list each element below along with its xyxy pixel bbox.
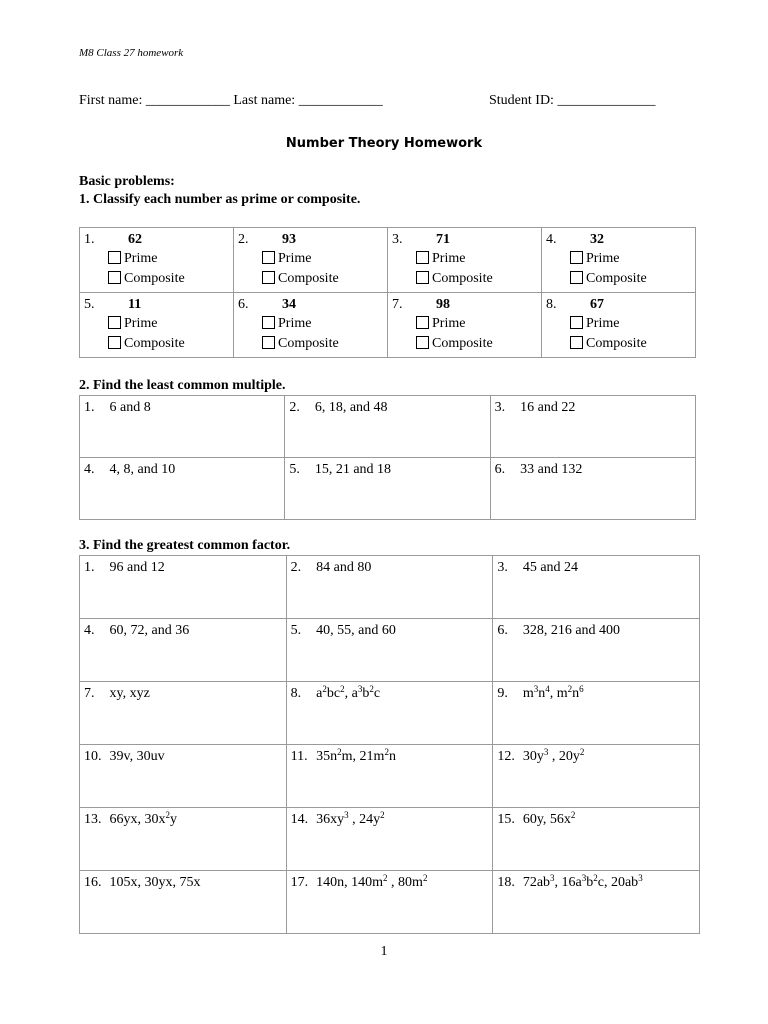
problem-number: 14.: [290, 812, 309, 827]
problem-text: 66yx, $30x^2y$: [109, 810, 177, 827]
gcf-cell: [286, 745, 493, 808]
gcf-cell: [286, 682, 493, 745]
problem-number: 2.: [290, 560, 302, 575]
checkbox-icon[interactable]: [416, 251, 429, 264]
problem-number: 5.: [84, 297, 95, 312]
checkbox-icon[interactable]: [262, 316, 275, 329]
gcf-cell: [80, 871, 287, 934]
problem-text: xy, xyz: [109, 686, 150, 701]
problem-text: 96 and 12: [109, 560, 165, 575]
gcf-cell: [80, 808, 287, 871]
problem-number: 11.: [290, 749, 308, 764]
problem-number: 1.: [84, 400, 95, 415]
composite-label: Composite: [432, 271, 493, 286]
lcm-cell: [490, 396, 695, 458]
prime-label: Prime: [586, 251, 620, 266]
problem-number: 8.: [546, 297, 557, 312]
classify-value: 71: [436, 232, 450, 247]
checkbox-icon[interactable]: [570, 336, 583, 349]
gcf-cell: [493, 556, 700, 619]
prime-label: Prime: [124, 316, 158, 331]
lcm-cell: [490, 458, 695, 520]
gcf-row: [80, 745, 700, 808]
classify-cell: [388, 293, 542, 358]
lcm-cell: [80, 396, 285, 458]
composite-option[interactable]: [238, 334, 383, 354]
problem-number: 18.: [497, 875, 515, 890]
classify-cell: [80, 228, 234, 293]
problem-number: 12.: [497, 749, 515, 764]
checkbox-icon[interactable]: [108, 271, 121, 284]
problem-number: 6.: [494, 462, 506, 477]
classify-table: [79, 227, 696, 358]
checkbox-icon[interactable]: [570, 271, 583, 284]
problem-text: 105x, 30yx, 75x: [109, 875, 201, 890]
gcf-cell: [286, 871, 493, 934]
page-number: 1: [380, 944, 388, 959]
composite-label: Composite: [586, 271, 647, 286]
checkbox-icon[interactable]: [262, 251, 275, 264]
problem-text: 140n, $140m^2$ , $80m^2$: [316, 873, 428, 890]
composite-option[interactable]: [84, 334, 229, 354]
problem-text: 39v, 30uv: [109, 749, 165, 764]
prime-option[interactable]: [84, 249, 229, 269]
gcf-cell: [80, 745, 287, 808]
classify-cell: [542, 228, 696, 293]
problem-text: $36xy^3$ , $24y^2$: [316, 810, 385, 827]
composite-option[interactable]: [546, 269, 691, 289]
problem-number: 3.: [497, 560, 508, 575]
problem-number: 4.: [84, 623, 95, 638]
problem-text: $30y^3$ , $20y^2$: [522, 747, 585, 764]
prime-label: Prime: [432, 316, 466, 331]
classify-value: 98: [436, 297, 450, 312]
classify-row: [80, 228, 696, 293]
problem-number: 5.: [289, 462, 300, 477]
checkbox-icon[interactable]: [262, 336, 275, 349]
prime-label: Prime: [586, 316, 620, 331]
checkbox-icon[interactable]: [570, 251, 583, 264]
problem-number: 9.: [497, 686, 508, 701]
lcm-cell: [285, 458, 490, 520]
classify-cell: [80, 293, 234, 358]
basic-problems-heading: Basic problems:: [79, 174, 175, 189]
prime-option[interactable]: [392, 249, 537, 269]
problem-number: 1.: [84, 232, 95, 247]
classify-cell: [234, 293, 388, 358]
problem-text: 6 and 8: [109, 400, 151, 415]
prime-option[interactable]: [238, 249, 383, 269]
problem-number: 5.: [290, 623, 302, 638]
gcf-cell: [493, 808, 700, 871]
lcm-cell: [80, 458, 285, 520]
problem-number: 10.: [84, 749, 102, 764]
problem-number: 17.: [290, 875, 309, 890]
problem-number: 15.: [497, 812, 515, 827]
problem-text: 328, 216 and 400: [522, 623, 621, 638]
composite-option[interactable]: [546, 334, 691, 354]
gcf-cell: [493, 619, 700, 682]
prime-option[interactable]: [392, 314, 537, 334]
problem-text: 33 and 132: [520, 462, 583, 477]
checkbox-icon[interactable]: [108, 336, 121, 349]
gcf-cell: [80, 556, 287, 619]
student-id-field: Student ID: ______________: [489, 93, 656, 108]
problem-text: $35n^2m$, $21m^2n$: [316, 747, 396, 764]
problem-number: 3.: [494, 400, 506, 415]
gcf-row: [80, 556, 700, 619]
classify-value: 62: [128, 232, 142, 247]
prime-label: Prime: [432, 251, 466, 266]
classify-value: 67: [590, 297, 604, 312]
composite-label: Composite: [278, 336, 339, 351]
problem-number: 8.: [290, 686, 302, 701]
lcm-row: [80, 458, 696, 520]
classify-value: 93: [282, 232, 296, 247]
problem-text: 40, 55, and 60: [316, 623, 396, 638]
problem-number: 1.: [84, 560, 95, 575]
gcf-row: [80, 682, 700, 745]
problem-number: 2.: [289, 400, 300, 415]
prime-option[interactable]: [84, 314, 229, 334]
composite-option[interactable]: [238, 269, 383, 289]
problem-text: 84 and 80: [316, 560, 372, 575]
header-note: M8 Class 27 homework: [79, 47, 184, 59]
problem-number: 3.: [392, 232, 403, 247]
composite-option[interactable]: [392, 334, 537, 354]
gcf-cell: [493, 682, 700, 745]
problem-number: 13.: [84, 812, 102, 827]
lcm-cell: [285, 396, 490, 458]
gcf-cell: [493, 871, 700, 934]
problem-text: $72ab^3$, $16a^3b^2c$, $20ab^3$: [522, 873, 643, 890]
classify-value: 32: [590, 232, 604, 247]
problem-text: 16 and 22: [520, 400, 576, 415]
classify-value: 11: [128, 297, 142, 312]
problem-number: 7.: [84, 686, 95, 701]
prime-label: Prime: [124, 251, 158, 266]
page-title: Number Theory Homework: [285, 136, 483, 151]
problem-text: 4, 8, and 10: [109, 462, 176, 477]
problem-text: 6, 18, and 48: [314, 400, 388, 415]
problem-number: 7.: [392, 297, 403, 312]
problem-text: 45 and 24: [522, 560, 579, 575]
classify-cell: [542, 293, 696, 358]
gcf-cell: [286, 556, 493, 619]
prime-label: Prime: [278, 251, 312, 266]
prime-option[interactable]: [546, 249, 691, 269]
composite-label: Composite: [124, 271, 185, 286]
checkbox-icon[interactable]: [416, 271, 429, 284]
section2-heading: 2. Find the least common multiple.: [79, 378, 286, 393]
problem-text: 60y, $56x^2$: [522, 810, 576, 827]
prime-option[interactable]: [238, 314, 383, 334]
composite-option[interactable]: [392, 269, 537, 289]
lcm-table: [79, 395, 696, 520]
gcf-row: [80, 619, 700, 682]
prime-label: Prime: [278, 316, 312, 331]
lcm-row: [80, 396, 696, 458]
problem-text: $m^3n^4$, $m^2n^6$: [522, 684, 584, 701]
checkbox-icon[interactable]: [570, 316, 583, 329]
gcf-cell: [493, 745, 700, 808]
composite-option[interactable]: [84, 269, 229, 289]
classify-row: [80, 293, 696, 358]
checkbox-icon[interactable]: [108, 251, 121, 264]
classify-cell: [388, 228, 542, 293]
problem-text: 15, 21 and 18: [314, 462, 392, 477]
classify-cell: [234, 228, 388, 293]
name-fields: First name: ____________ Last name: ____________: [79, 93, 383, 108]
problem-number: 6.: [497, 623, 508, 638]
checkbox-icon[interactable]: [416, 316, 429, 329]
problem-number: 4.: [84, 462, 95, 477]
checkbox-icon[interactable]: [416, 336, 429, 349]
problem-number: 4.: [546, 232, 557, 247]
composite-label: Composite: [586, 336, 647, 351]
composite-label: Composite: [278, 271, 339, 286]
gcf-cell: [286, 808, 493, 871]
problem-number: 2.: [238, 232, 249, 247]
problem-text: 60, 72, and 36: [109, 623, 190, 638]
gcf-cell: [286, 619, 493, 682]
checkbox-icon[interactable]: [262, 271, 275, 284]
problem-number: 16.: [84, 875, 102, 890]
problem-number: 6.: [238, 297, 249, 312]
gcf-cell: [80, 682, 287, 745]
gcf-row: [80, 808, 700, 871]
prime-option[interactable]: [546, 314, 691, 334]
checkbox-icon[interactable]: [108, 316, 121, 329]
section1-heading: 1. Classify each number as prime or composite.: [79, 192, 361, 207]
section3-heading: 3. Find the greatest common factor.: [79, 538, 291, 553]
gcf-cell: [80, 619, 287, 682]
composite-label: Composite: [432, 336, 493, 351]
composite-label: Composite: [124, 336, 185, 351]
gcf-table: [79, 555, 700, 934]
problem-text: $a^2bc^2$, $a^3b^2c$: [316, 684, 381, 701]
gcf-row: [80, 871, 700, 934]
classify-value: 34: [282, 297, 296, 312]
